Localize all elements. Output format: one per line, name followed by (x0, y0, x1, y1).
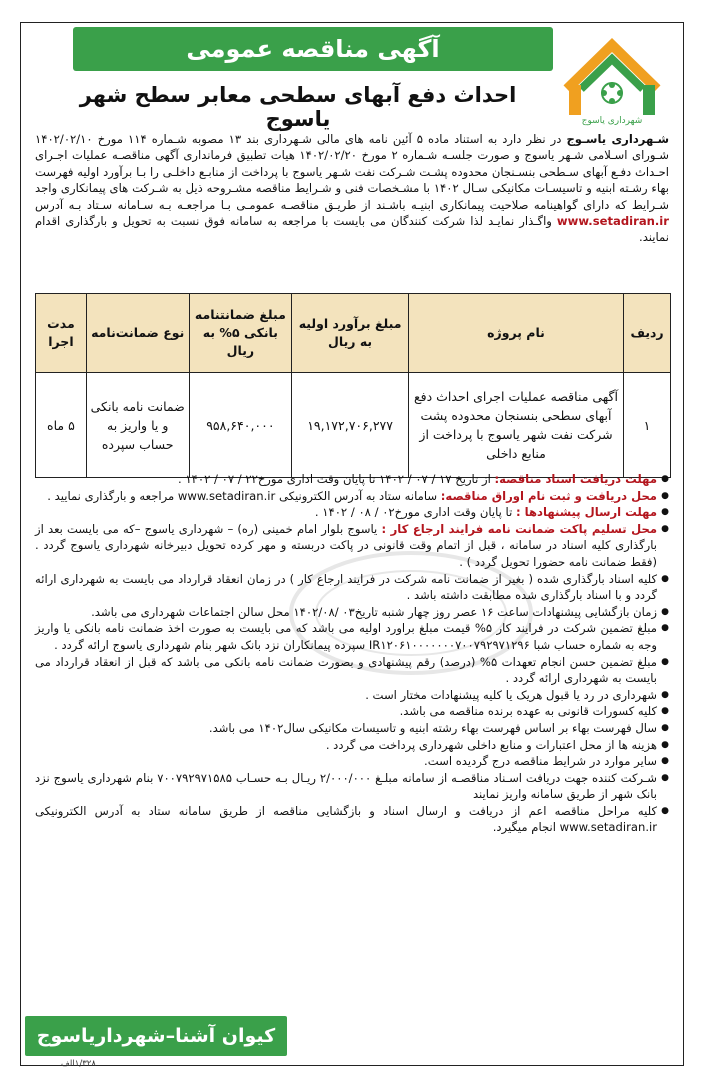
logo-text: شهرداری یاسوج (581, 116, 643, 126)
list-item: ● کلیه اسناد بارگذاری شده ( بغیر از ضمانت نامه شرکت در فرایند ارجاع کار ) در زمان انعقاد قرارداد می بایست به شهرداری ارائه گردد و با اسناد بارگذاری شده مطابقت داشته باشد . (35, 571, 669, 604)
table-row (36, 373, 671, 478)
intro-paragraph (35, 131, 669, 246)
municipality-logo (553, 27, 671, 131)
list-item: ● شـرکت کننده جهت دریافت اسـناد مناقصـه از سامانه مبلـغ ۲/۰۰۰/۰۰۰ ریـال بـه حسـاب ۷۰۰۷۹۲۹۷۱۵۸۵ بنام شهرداری یاسوج نزد بانک شهر از طریق سامانه واریز نمایند (35, 770, 669, 803)
col-estimate: مبلغ برآورد اولیه به ریال (292, 294, 409, 373)
col-guarantee-type: نوع ضمانت‌نامه (86, 294, 189, 373)
list-item: ● زمان بازگشایی پیشنهادات ساعت ۱۶ عصر روز چهار شنبه تاریخ۰۳ /۱۴۰۲/۰۸ محل سالن اجتماعات شهرداری می باشد. (35, 604, 669, 621)
list-item: ● مبلغ تضمین شرکت در فرایند کار ۵% قیمت مبلغ براورد اولیه می باشد که می بایست به صورت اخذ ضمانت نامه بانکی یا واریز وجه به شماره حساب شبا IR۱۲۰۶۱۰۰۰۰۰۰۰۷۰۰۷۹۲۹۷۱۲۹۶ سپرده پیمانکاران نزد بانک شهر بنام شهرداری یاسوج ارائه گردد . (35, 620, 669, 653)
col-row-number: ردیف (624, 294, 671, 373)
title-banner (73, 27, 553, 71)
cell-guarantee-amount: ۹۵۸,۶۴۰,۰۰۰ (189, 373, 292, 478)
table-header-row (36, 294, 671, 373)
terms-list (35, 471, 669, 836)
list-item: ● محل دریافت و ثبت نام اوراق مناقصه: سامانه ستاد به آدرس الکترونیکی www.setadiran.ir مراجعه و بارگذاری نمایید . (35, 488, 669, 505)
list-item: ● محل تسلیم پاکت ضمانت نامه فرایند ارجاع کار : یاسوج بلوار امام خمینی (ره) – شهرداری یاسوج –که می بایست بعد از بارگذاری کلیه اسناد در سامانه ، قبل از اتمام وقت قانونی در پاکت دربسته و مهر کرده تحویل دبیرخانه شهرداری یاسوج گردد .(فقط ضمانت نامه حضورا تحویل گردد ) . (35, 521, 669, 571)
notice-header (21, 23, 683, 141)
notice-title: آگهی مناقصه عمومی (186, 35, 440, 63)
col-project-name: نام پروژه (408, 294, 623, 373)
notice-code: ۱/۳۲۸الف (61, 1059, 96, 1069)
org-name: شـهرداری یاسـوج (566, 132, 670, 146)
list-item: ● مبلغ تضمین حسن انجام تعهدات ۵% (درصد) رقم پیشنهادی و بصورت ضمانت نامه بانکی می باشد که قبل از انعقاد قرارداد می بایست به شهرداری ارائه گردد . (35, 654, 669, 687)
col-duration: مدت اجرا (36, 294, 87, 373)
setad-link[interactable]: www.setadiran.ir (556, 214, 669, 229)
intro-body-1: در نظر دارد به استناد ماده ۵ آئین نامه های مالی شـهرداری بند ۱۳ مصوبه شـماره ۱۱۴ مورخ ۱۴۰۲/۰۲/۱۰ شـورای اسـلامی شـهر یاسوج و صورت جلسـه شـماره ۲ مورخ ۱۴۰۲/۰۲/۲۰ هیات تطبیق فرمانداری آگهی مناقصـه عملیات اجـرای احـداث دفـع آبهای سـطحی بنسـنجان محدوده پشـت شـرکت نفت شـهر یاسوج با پرداخت از منابـع داخلـی را بـا برآورد اولیه فهرست بهاء رشـته ابنیه و تاسیسـات مکانیکی سـال ۱۴۰۲ با مشـخصات فنی و شـرایط مناقصه مشـروحه ذیل به شـرکت های پیمانکاری واجد شـرایط که دارای گواهینامه صلاحیت پیمانکاری ابنیـه باشـند از طریـق مناقصـه عمومـی بـا مراجعـه بـه سـامانه سـتاد بـه آدرس (35, 132, 670, 212)
intro-body-2: واگـذار نمایـد لذا شرکت کنندگان می بایست با مراجعه به سامانه فوق نسبت به تحویل و بارگذاری اقدام نمایند. (35, 214, 669, 245)
list-item: ● مهلت ارسال پیشنهادها : تا پایان وقت اداری مورخ۰۲ / ۰۸ / ۱۴۰۲ . (35, 504, 669, 521)
tender-notice (20, 22, 684, 1069)
col-guarantee-amount: مبلغ ضمانتنامه بانکی ۵% به ریال (189, 294, 292, 373)
notice-subtitle: احداث دفع آبهای سطحی معابر سطح شهر یاسوج (79, 83, 517, 131)
list-item: ● سال فهرست بهاء بر اساس فهرست بهاء رشته ابنیه و تاسیسات مکانیکی سال۱۴۰۲ می باشد. (35, 720, 669, 737)
cell-estimate: ۱۹,۱۷۲,۷۰۶,۲۷۷ (292, 373, 409, 478)
list-item: ● کلیه کسورات قانونی به عهده برنده مناقصه می باشد. (35, 703, 669, 720)
list-item: ● سایر موارد در شرایط مناقصه درج گردیده است. (35, 753, 669, 770)
signature-banner (25, 1016, 287, 1056)
tender-table (35, 293, 671, 478)
list-item: ● مهلت دریافت اسناد مناقصه: از تاریخ ۱۷ / ۰۷ / ۱۴۰۲ تا پایان وقت اداری مورخ۲۲ / ۰۷ / ۱۴۰۲ . (35, 471, 669, 488)
cell-duration: ۵ ماه (36, 373, 87, 478)
cell-row-number: ۱ (624, 373, 671, 478)
list-item: ● شهرداری در رد یا قبول هریک یا کلیه پیشنهادات مختار است . (35, 687, 669, 704)
cell-guarantee-type: ضمانت نامه بانکی و یا واریز به حساب سپرده (86, 373, 189, 478)
list-item: ● کلیه مراحل مناقصه اعم از دریافت و ارسال اسناد و بازگشایی مناقصه از طریق سامانه ستاد به آدرس الکترونیکی www.setadiran.ir انجام میگیرد. (35, 803, 669, 836)
cell-project-name: آگهی مناقصه عملیات اجرای احداث دفع آبهای سطحی بنسنجان محدوده پشت شرکت نفت شهر یاسوج با پرداخت از منابع داخلی (408, 373, 623, 478)
signature-text: کیوان آشنا–شهرداریاسوج (36, 1025, 276, 1047)
list-item: ● هزینه ها از محل اعتبارات و منابع داخلی شهرداری پرداخت می گردد . (35, 737, 669, 754)
